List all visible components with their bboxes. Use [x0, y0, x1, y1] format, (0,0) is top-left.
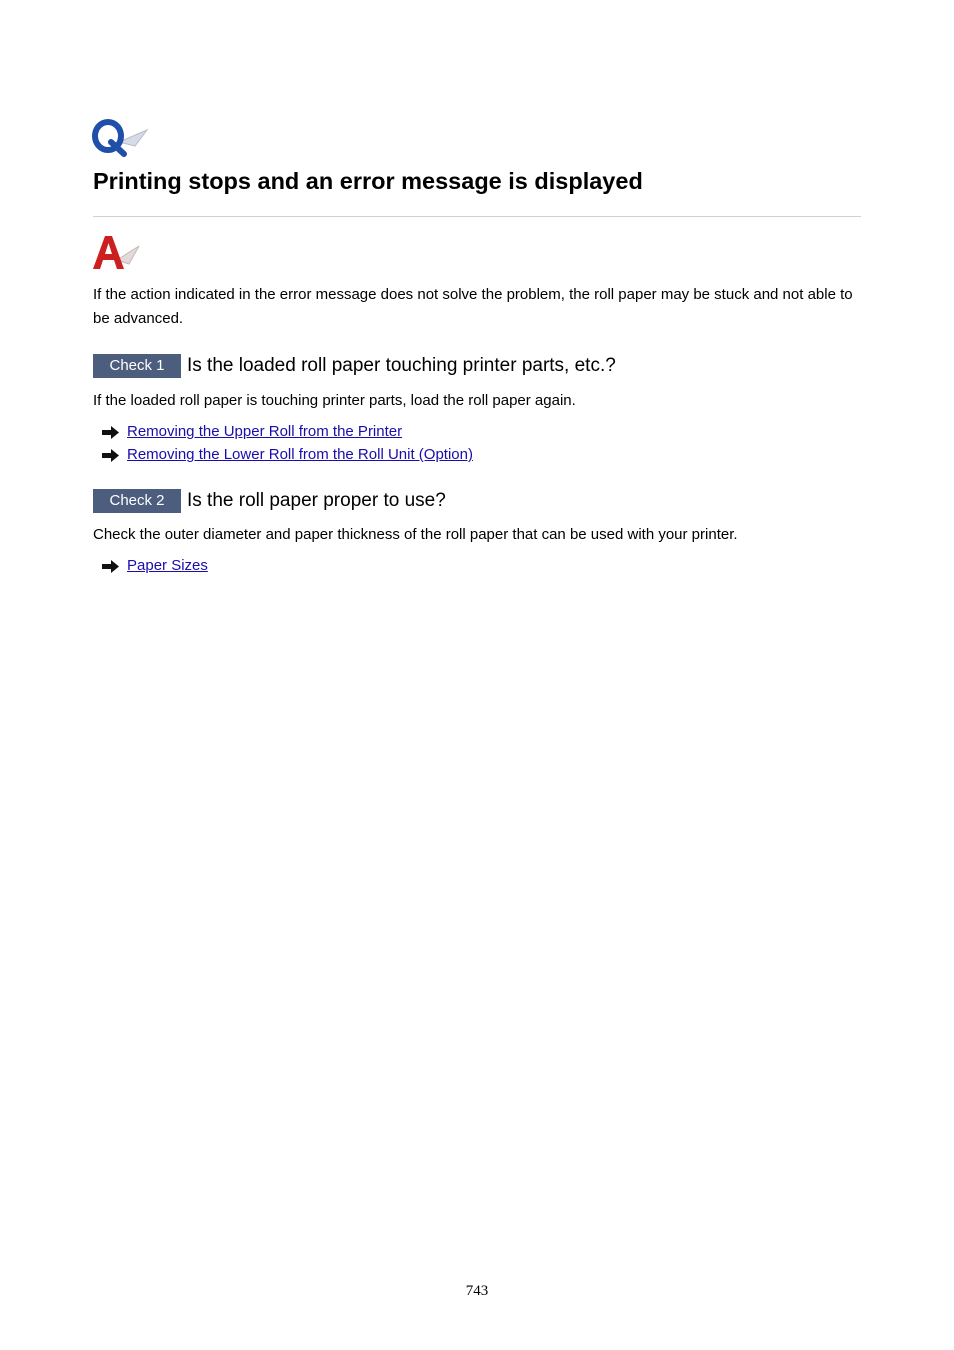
link-remove-upper-roll[interactable]: Removing the Upper Roll from the Printer [127, 423, 403, 440]
check-2-heading [93, 489, 446, 513]
check-1-text: If the loaded roll paper is touching printer parts, load the roll paper again. [93, 392, 576, 409]
right-arrow-icon [102, 449, 119, 462]
check-1-badge: Check 1 [93, 354, 181, 378]
a-letter-icon [91, 234, 141, 272]
link-remove-lower-roll[interactable]: Removing the Lower Roll from the Roll Unit (Option) [127, 446, 473, 463]
link-row [102, 556, 208, 576]
link-paper-sizes[interactable]: Paper Sizes [127, 557, 208, 574]
page-number: 743 [465, 1283, 489, 1299]
link-row [102, 445, 473, 465]
check-2-question: Is the roll paper proper to use? [187, 490, 446, 511]
answer-intro: If the action indicated in the error message does not solve the problem, the roll paper may be stuck and not able to be advanced. [93, 286, 853, 327]
page-title: Printing stops and an error message is displayed [93, 168, 643, 194]
link-row [102, 422, 402, 442]
right-arrow-icon [102, 560, 119, 573]
q-letter-icon [91, 116, 149, 160]
check-2-text: Check the outer diameter and paper thickness of the roll paper that can be used with your printer. [93, 526, 738, 543]
check-1-question: Is the loaded roll paper touching printer parts, etc.? [187, 355, 616, 376]
right-arrow-icon [102, 426, 119, 439]
divider [93, 216, 861, 217]
check-1-heading [93, 354, 616, 378]
check-2-badge: Check 2 [93, 489, 181, 513]
